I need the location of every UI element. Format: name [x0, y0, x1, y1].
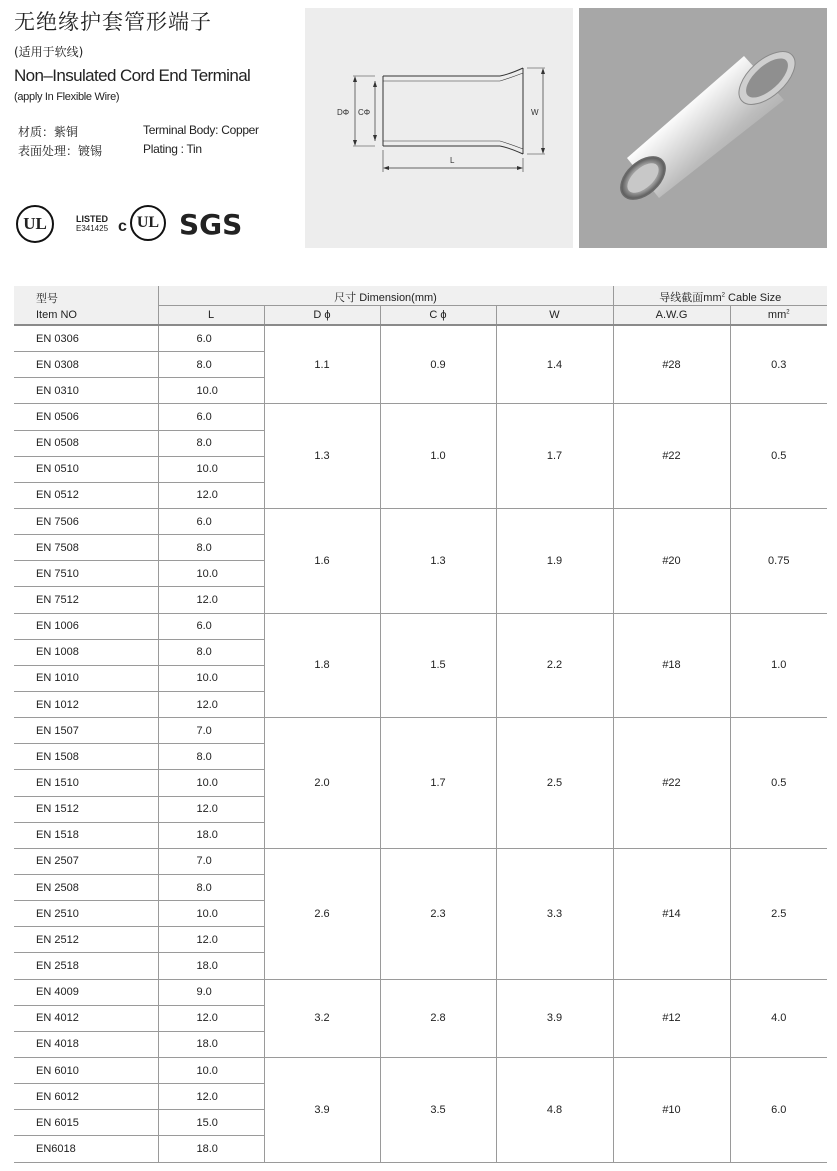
header-col-awg: A.W.G — [613, 306, 730, 326]
cell-awg: #22 — [613, 404, 730, 509]
listed-number: E341425 — [76, 224, 109, 233]
cell-length: 6.0 — [158, 325, 264, 352]
cell-length: 12.0 — [158, 796, 264, 822]
header-col-d: D ϕ — [264, 306, 380, 326]
cell-item-no: EN 1008 — [14, 639, 158, 665]
cell-awg: #12 — [613, 979, 730, 1057]
subtitle-en: (apply In Flexible Wire) — [14, 91, 120, 103]
cell-item-no: EN 2507 — [14, 848, 158, 874]
cell-length: 8.0 — [158, 874, 264, 900]
spec-plating-cn: 表面处理：镀锡 — [18, 144, 103, 158]
cell-length: 6.0 — [158, 404, 264, 430]
cell-length: 8.0 — [158, 744, 264, 770]
cell-w-width: 1.4 — [496, 325, 613, 404]
table-row — [14, 508, 827, 534]
cell-mm2: 0.75 — [730, 508, 827, 613]
cell-length: 10.0 — [158, 378, 264, 404]
cell-item-no: EN 1507 — [14, 718, 158, 744]
cell-c-diameter: 1.7 — [380, 718, 496, 849]
cell-length: 10.0 — [158, 901, 264, 927]
cell-c-diameter: 3.5 — [380, 1057, 496, 1162]
cell-awg: #10 — [613, 1057, 730, 1162]
table-row — [14, 325, 827, 352]
cell-mm2: 0.5 — [730, 718, 827, 849]
cell-length: 7.0 — [158, 848, 264, 874]
cell-item-no: EN 1010 — [14, 665, 158, 691]
cell-length: 15.0 — [158, 1110, 264, 1136]
cell-d-diameter: 1.6 — [264, 508, 380, 613]
spec-material-en: Terminal Body: Copper — [143, 123, 259, 137]
cell-item-no: EN 2512 — [14, 927, 158, 953]
cell-w-width: 2.5 — [496, 718, 613, 849]
cell-item-no: EN 2518 — [14, 953, 158, 979]
cell-length: 10.0 — [158, 1057, 264, 1083]
cell-item-no: EN 0308 — [14, 352, 158, 378]
cell-length: 8.0 — [158, 352, 264, 378]
header-col-c: C ϕ — [380, 306, 496, 326]
drawing-label-l: L — [450, 156, 455, 165]
cell-awg: #22 — [613, 718, 730, 849]
cell-d-diameter: 3.2 — [264, 979, 380, 1057]
cell-w-width: 3.3 — [496, 848, 613, 979]
table-row — [14, 718, 827, 744]
ul-listed-label — [76, 214, 108, 234]
cell-item-no: EN 7508 — [14, 535, 158, 561]
cell-c-diameter: 1.5 — [380, 613, 496, 718]
cell-item-no: EN 4018 — [14, 1031, 158, 1057]
header-cable-size-en: Cable Size — [724, 292, 782, 304]
cell-w-width: 1.9 — [496, 508, 613, 613]
certification-logos — [16, 205, 246, 245]
header-cable-size-sup: 2 — [721, 292, 725, 299]
cell-c-diameter: 2.3 — [380, 848, 496, 979]
cell-w-width: 4.8 — [496, 1057, 613, 1162]
cell-item-no: EN 0510 — [14, 456, 158, 482]
cul-logo: UL — [130, 205, 166, 241]
cell-item-no: EN 1510 — [14, 770, 158, 796]
drawing-label-d: DΦ — [337, 108, 350, 117]
cell-length: 18.0 — [158, 1136, 264, 1162]
cell-w-width: 3.9 — [496, 979, 613, 1057]
cell-item-no: EN 4012 — [14, 1005, 158, 1031]
cell-length: 18.0 — [158, 822, 264, 848]
cell-length: 10.0 — [158, 561, 264, 587]
cell-c-diameter: 1.3 — [380, 508, 496, 613]
cell-item-no: EN 1518 — [14, 822, 158, 848]
table-row — [14, 848, 827, 874]
cell-c-diameter: 2.8 — [380, 979, 496, 1057]
cell-mm2: 2.5 — [730, 848, 827, 979]
header-col-mm2-sup: 2 — [786, 309, 790, 316]
spec-table-body — [14, 325, 827, 1162]
ul-logo: UL — [16, 205, 54, 243]
header-item-cn: 型号 — [14, 286, 158, 306]
cell-item-no: EN 0512 — [14, 482, 158, 508]
cell-d-diameter: 1.8 — [264, 613, 380, 718]
cell-length: 10.0 — [158, 770, 264, 796]
cell-item-no: EN 0508 — [14, 430, 158, 456]
header-cable-size — [613, 286, 827, 306]
cell-d-diameter: 1.1 — [264, 325, 380, 404]
cell-item-no: EN 0306 — [14, 325, 158, 352]
listed-text: LISTED — [76, 214, 109, 224]
cell-w-width: 1.7 — [496, 404, 613, 509]
spec-material-cn: 材质：紫铜 — [18, 125, 79, 139]
cell-length: 12.0 — [158, 482, 264, 508]
header-col-mm2 — [730, 306, 827, 326]
cell-length: 12.0 — [158, 927, 264, 953]
cell-awg: #28 — [613, 325, 730, 404]
cell-item-no: EN 1012 — [14, 691, 158, 717]
header-item-en: Item NO — [14, 306, 158, 326]
cell-length: 18.0 — [158, 953, 264, 979]
header-cable-size-cn: 导线截面mm — [659, 292, 722, 304]
header-col-l: L — [158, 306, 264, 326]
cell-length: 6.0 — [158, 508, 264, 534]
spec-table — [14, 286, 827, 1163]
cell-item-no: EN6018 — [14, 1136, 158, 1162]
cul-c-prefix: c — [118, 218, 127, 235]
technical-drawing — [305, 8, 573, 248]
cell-item-no: EN 4009 — [14, 979, 158, 1005]
cell-item-no: EN 1006 — [14, 613, 158, 639]
cell-item-no: EN 1508 — [14, 744, 158, 770]
cell-item-no: EN 6012 — [14, 1084, 158, 1110]
cell-length: 12.0 — [158, 587, 264, 613]
header-col-w: W — [496, 306, 613, 326]
cell-length: 6.0 — [158, 613, 264, 639]
sgs-logo: SGS — [179, 208, 243, 241]
cell-d-diameter: 2.6 — [264, 848, 380, 979]
cell-item-no: EN 7510 — [14, 561, 158, 587]
spec-plating-en: Plating : Tin — [143, 142, 202, 156]
cell-d-diameter: 3.9 — [264, 1057, 380, 1162]
cell-item-no: EN 0506 — [14, 404, 158, 430]
table-row — [14, 404, 827, 430]
page-title-en: Non–Insulated Cord End Terminal — [14, 66, 251, 85]
cell-awg: #18 — [613, 613, 730, 718]
cell-mm2: 1.0 — [730, 613, 827, 718]
drawing-label-c: CΦ — [358, 108, 371, 117]
cell-item-no: EN 2508 — [14, 874, 158, 900]
spec-plating — [18, 142, 202, 159]
cell-awg: #14 — [613, 848, 730, 979]
cell-mm2: 0.5 — [730, 404, 827, 509]
cell-length: 18.0 — [158, 1031, 264, 1057]
cell-item-no: EN 1512 — [14, 796, 158, 822]
cell-w-width: 2.2 — [496, 613, 613, 718]
cell-mm2: 6.0 — [730, 1057, 827, 1162]
cell-d-diameter: 1.3 — [264, 404, 380, 509]
cell-item-no: EN 6015 — [14, 1110, 158, 1136]
cell-c-diameter: 1.0 — [380, 404, 496, 509]
cell-length: 10.0 — [158, 665, 264, 691]
subtitle-cn: (适用于软线) — [14, 45, 84, 59]
table-row — [14, 1057, 827, 1083]
cell-length: 12.0 — [158, 1084, 264, 1110]
spec-material — [18, 123, 259, 140]
cell-mm2: 4.0 — [730, 979, 827, 1057]
header-col-mm2-text: mm — [767, 309, 787, 321]
product-photo — [579, 8, 827, 248]
cell-item-no: EN 7506 — [14, 508, 158, 534]
cell-mm2: 0.3 — [730, 325, 827, 404]
cell-d-diameter: 2.0 — [264, 718, 380, 849]
page-title-cn: 无绝缘护套管形端子 — [14, 10, 212, 34]
cell-awg: #20 — [613, 508, 730, 613]
cell-length: 8.0 — [158, 639, 264, 665]
cell-c-diameter: 0.9 — [380, 325, 496, 404]
cell-length: 9.0 — [158, 979, 264, 1005]
terminal-drawing-svg — [305, 8, 573, 248]
table-row — [14, 613, 827, 639]
cell-length: 10.0 — [158, 456, 264, 482]
cell-length: 8.0 — [158, 430, 264, 456]
table-row — [14, 979, 827, 1005]
ferrule-photo-svg — [579, 8, 827, 248]
cell-length: 12.0 — [158, 691, 264, 717]
cell-length: 7.0 — [158, 718, 264, 744]
drawing-label-w: W — [531, 108, 539, 117]
header-dimension: 尺寸 Dimension(mm) — [158, 286, 613, 306]
cell-item-no: EN 2510 — [14, 901, 158, 927]
cell-item-no: EN 6010 — [14, 1057, 158, 1083]
cell-item-no: EN 0310 — [14, 378, 158, 404]
cell-length: 8.0 — [158, 535, 264, 561]
cell-length: 12.0 — [158, 1005, 264, 1031]
cell-item-no: EN 7512 — [14, 587, 158, 613]
